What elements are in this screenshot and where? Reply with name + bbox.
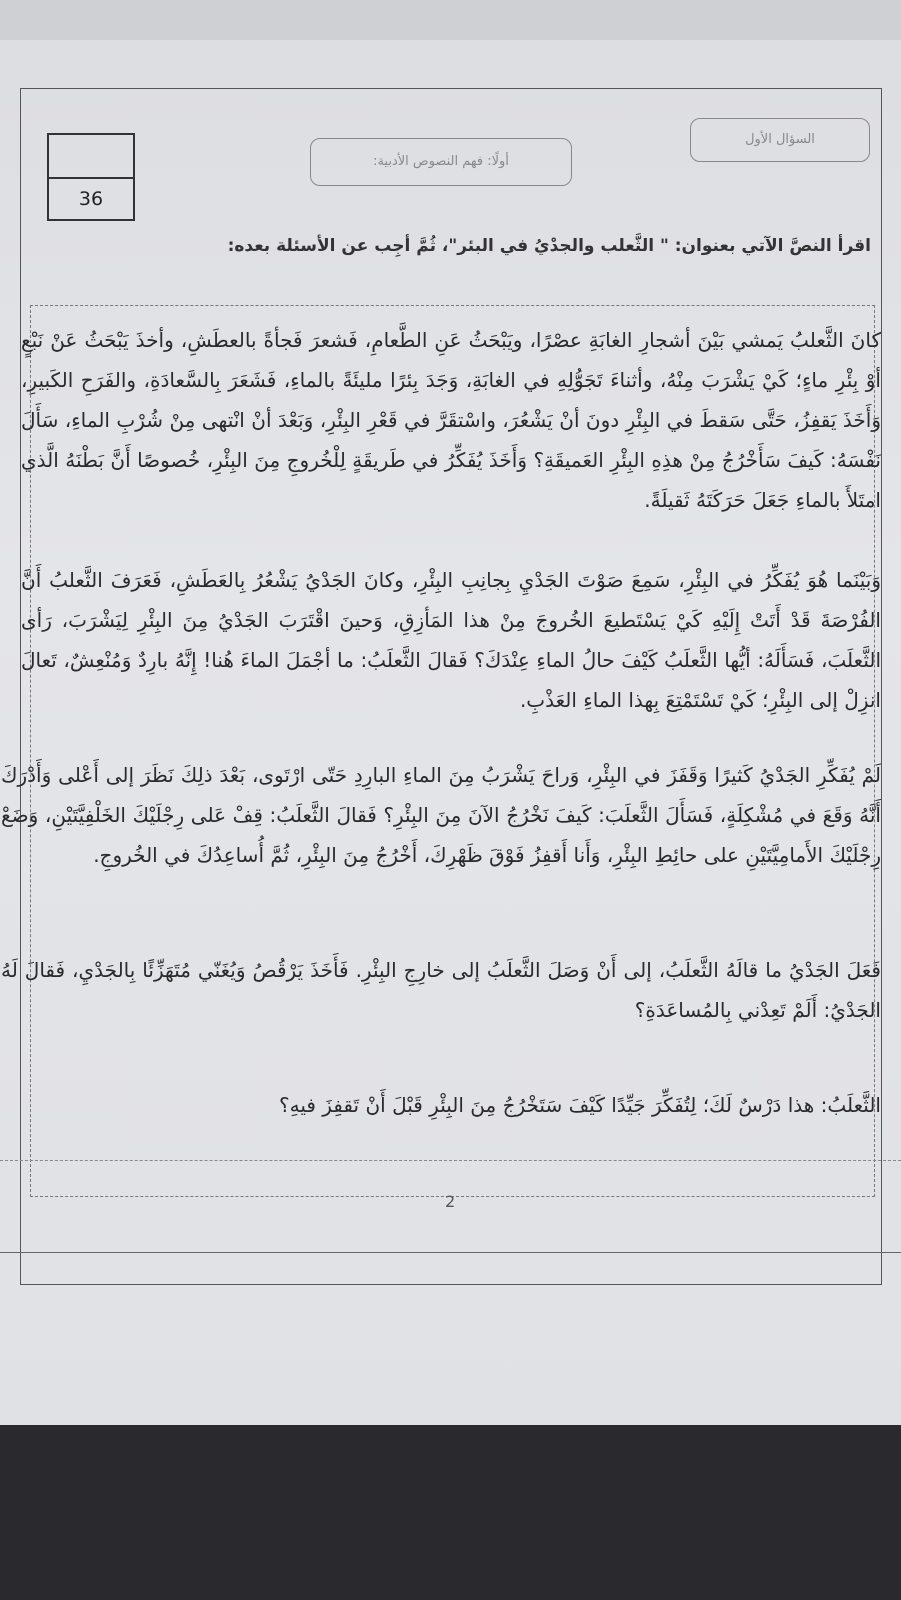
page-top-edge <box>0 0 901 40</box>
passage-paragraph-2: وَبَيْنَما هُوَ يُفَكِّرُ في البِئْرِ، سَمِعَ صَوْتَ الجَدْيِ بِجانِبِ البِئْرِ، وكانَ الجَدْيُ يَشْعُرُ بِالعَطَشِ، فَعَرَفَ الثَّعلبُ أَنَّ الفُرْصَةَ قَدْ أَتَتْ إِلَيْهِ كَيْ يَسْتَطيعَ الخُروجَ مِنْ هذا المَأزِقِ، وَحينَ اقْتَرَبَ الجَدْيُ مِنَ البِئْرِ لِيَشْرَبَ، رَأى الثَّعلَبَ، فَسَأَلَهُ: أيُّها الثَّعلَبُ كَيْفَ حالُ الماءِ عِنْدَكَ؟ فَقالَ الثَّعلَبُ: ما أجْمَلَ الماءَ هُنا! إِنَّهُ بارِدٌ وَمُنْعِشٌ، تَعالَ انزِلْ إلى البِئْرِ؛ كَيْ تَسْتَمْتِعَ بِهذا الماءِ العَذْبِ. <box>21 568 881 712</box>
score-total: 36 <box>78 188 104 210</box>
passage-paragraph-5: الثَّعلَبُ: هذا دَرْسٌ لَكَ؛ لِتُفَكِّرَ جَيِّدًا كَيْفَ سَتَخْرُجُ مِنَ البِئْرِ قَبْلَ أَنْ تَقفِزَ فيهِ؟ <box>278 1093 881 1117</box>
passage-paragraph-3: لَمْ يُفَكِّرِ الجَدْيُ كَثيرًا وَقَفَزَ في البِئْرِ، وَراحَ يَشْرَبُ مِنَ الماءِ البارِدِ حَتّى ارْتَوى، بَعْدَ ذلِكَ نَظَرَ إلى أَعْلى وَأَدْرَكَ أَنَّهُ وَقَعَ في مُشْكِلَةٍ، فَسَأَلَ الثَّعلَبَ: كَيفَ نَخْرُجُ الآنَ مِنَ البِئْرِ؟ فَقالَ الثَّعلَبُ: قِفْ عَلى رِجْلَيْكَ الخَلْفِيَّتَيْنِ، وَضَعْ رِجْلَيْكَ الأَمامِيَّتَيْنِ على حائِطِ البِئْرِ، وَأَنا أَقفِزُ فَوْقَ ظَهْرِكَ، أَخْرُجُ مِنَ البِئْرِ، ثُمَّ أُساعِدُكَ في الخُروجِ. <box>1 763 881 867</box>
passage-paragraph-1: كانَ الثَّعلبُ يَمشي بَيْنَ أشجارِ الغابَةِ عصْرًا، ويَبْحَثُ عَنِ الطَّعامِ، فَشعرَ فَجأةً بالعطَشِ، وأخذَ يَبْحَثُ عَنْ نَبْعٍ أوْ بِئْرِ ماءٍ؛ كَيْ يَشْرَبَ مِنْهُ، وأثناءَ تَجَوُّلِهِ في الغابَةِ، وَجَدَ بِئرًا مليئَةً بالماءِ، فَشَعَرَ بِالسَّعادَةِ، والفَرَحِ الكَبيرِ، وَأَخَذَ يَقفِزُ، حَتَّى سَقطَ في البِئْرِ دونَ أنْ يَشْعُرَ، واسْتقَرَّ في قَعْرِ البِئْرِ، وَبَعْدَ أنْ انْتهى مِنْ شُرْبِ الماءِ، سَأَلَ نَفْسَهُ: كَيفَ سَأَخْرُجُ مِنْ هذِهِ البِئْرِ العَميقَةِ؟ وَأَخَذَ يُفَكِّرُ في طَريقَةٍ لِلْخُروجِ مِنَ البِئْرِ، خُصوصًا أَنَّ بَطْنَهُ الَّذي امتَلأَ بالماءِ جَعَلَ حَرَكَتَهُ ثَقيلَةً. <box>21 328 881 512</box>
passage-paragraph-4: فَعَلَ الجَدْيُ ما قالَهُ الثَّعلَبُ، إلى أَنْ وَصَلَ الثَّعلَبُ إلى خارِجِ البِئْرِ. فَأَخَذَ يَرْقُصُ وَيُغَنّي مُتَهَزِّئًا بِالجَدْيِ، فَقالَ لَهُ الجَدْيُ: أَلَمْ تَعِدْني بِالمُساعَدَةِ؟ <box>1 958 881 1022</box>
score-box <box>47 133 135 221</box>
page-number: 2 <box>445 1192 456 1211</box>
section-label: أولًا: فهم النصوص الأدبية: <box>310 138 572 186</box>
footer-divider <box>0 1160 901 1161</box>
bottom-divider <box>0 1252 901 1253</box>
score-box-blank <box>49 135 133 179</box>
instruction-text: اقرأ النصَّ الآتي بعنوان: " الثَّعلب والجدْيُ في البئر"، ثُمَّ أجِب عن الأسئلة بعده: <box>227 236 871 256</box>
question-label: السؤال الأول <box>690 118 870 162</box>
